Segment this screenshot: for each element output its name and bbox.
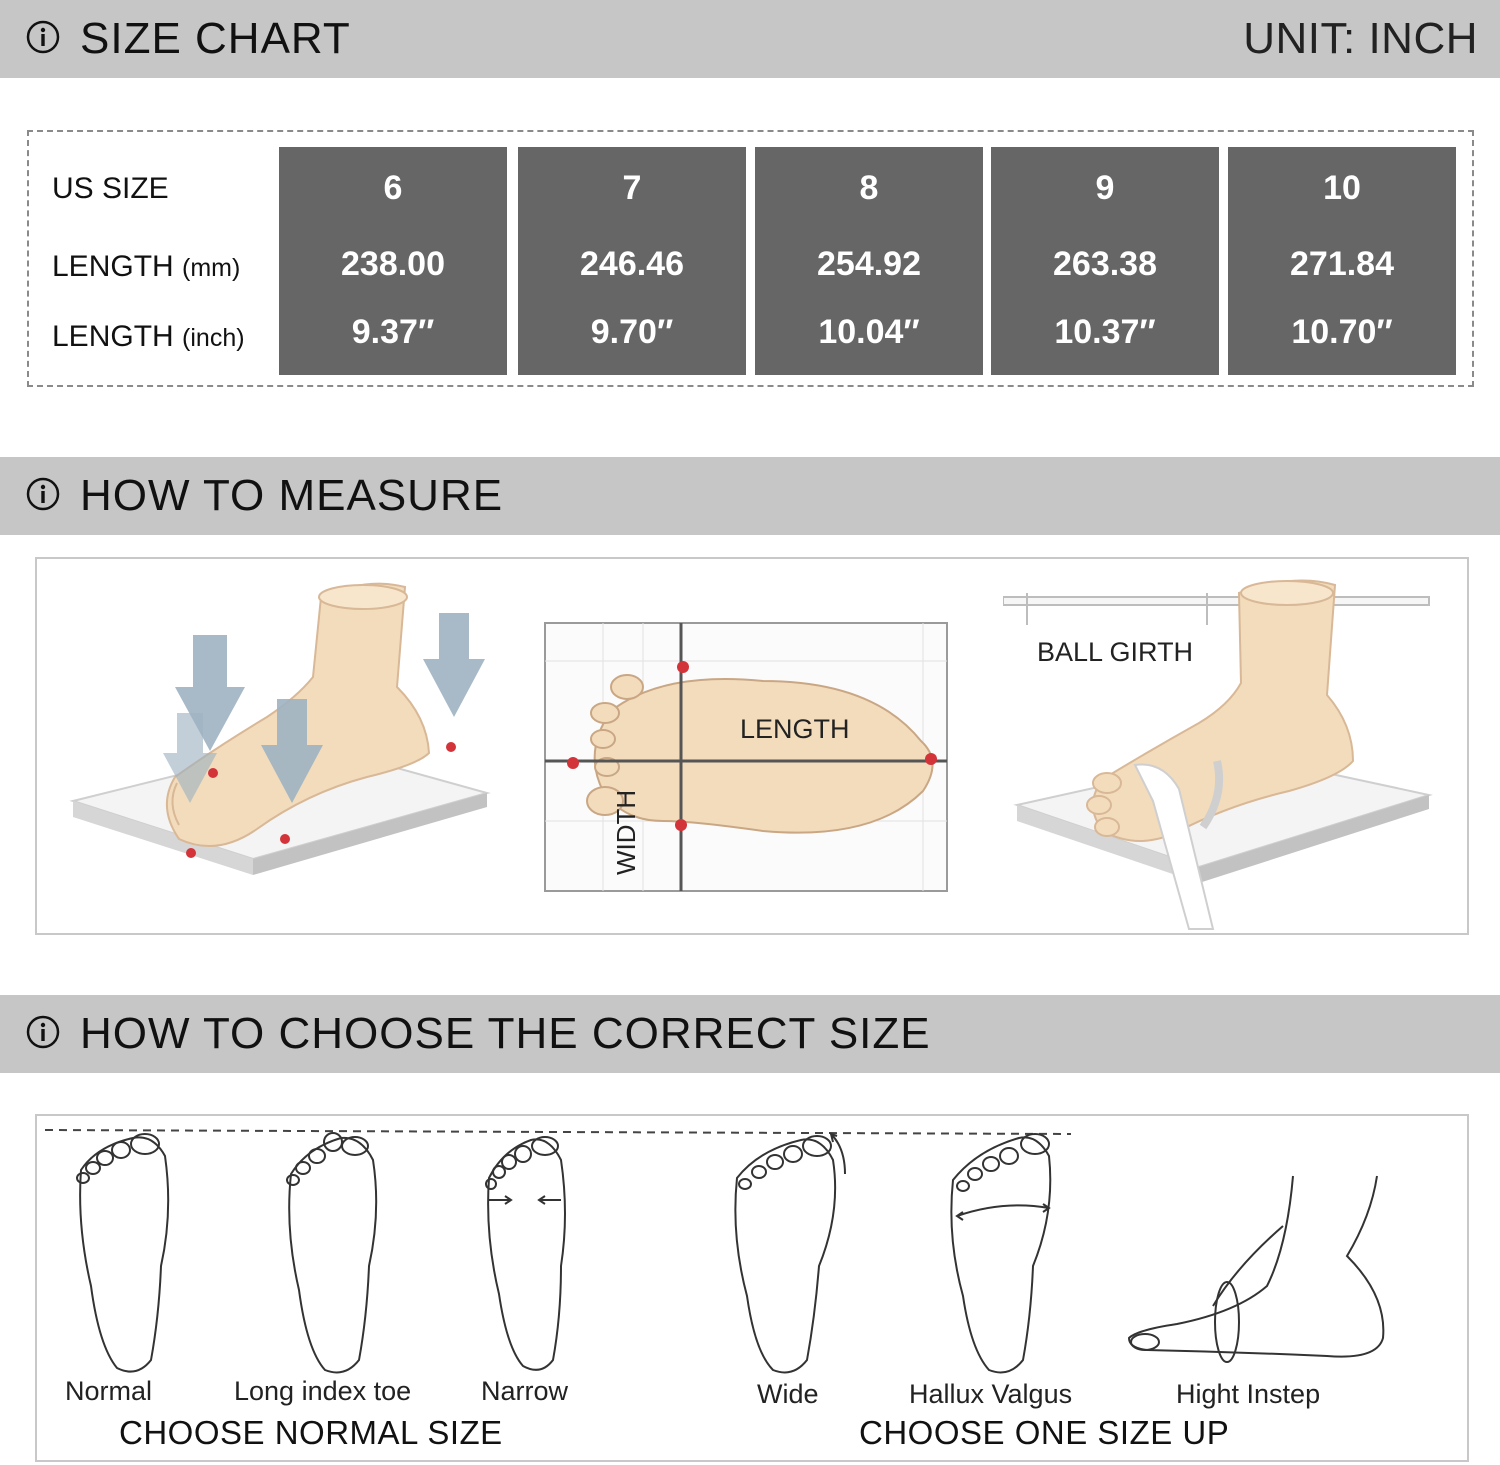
size-chart-header bbox=[0, 0, 1500, 78]
choose-normal-size-caption: CHOOSE NORMAL SIZE bbox=[119, 1414, 503, 1451]
info-icon bbox=[26, 477, 60, 511]
foot-type-label: Narrow bbox=[481, 1376, 569, 1406]
foot-type-label: Normal bbox=[65, 1376, 153, 1406]
foot-wide-icon bbox=[735, 1134, 845, 1372]
info-icon bbox=[26, 1015, 60, 1049]
foot-hallux-valgus-icon bbox=[951, 1134, 1050, 1372]
length-label: LENGTH bbox=[740, 714, 850, 744]
unit-label: UNIT: INCH bbox=[1243, 14, 1478, 63]
size-column bbox=[518, 147, 746, 375]
foot-high-instep-icon bbox=[1129, 1176, 1383, 1362]
us-size-value: 9 bbox=[1095, 169, 1115, 207]
foot-narrow-icon bbox=[486, 1137, 565, 1370]
how-to-measure-title: HOW TO MEASURE bbox=[80, 471, 504, 520]
length-inch-value: 10.04″ bbox=[818, 313, 920, 351]
choose-one-size-up-caption: CHOOSE ONE SIZE UP bbox=[859, 1414, 1230, 1451]
foot-types-illustration bbox=[37, 1116, 1467, 1386]
size-column bbox=[991, 147, 1219, 375]
us-size-value: 10 bbox=[1323, 169, 1361, 207]
foot-type-label: Wide bbox=[757, 1379, 819, 1409]
us-size-value: 8 bbox=[859, 169, 879, 207]
us-size-value: 6 bbox=[383, 169, 403, 207]
how-to-measure-header bbox=[0, 457, 1500, 535]
length-mm-value: 271.84 bbox=[1290, 245, 1394, 283]
length-mm-value: 246.46 bbox=[580, 245, 684, 283]
foot-type-label: Hallux Valgus bbox=[909, 1379, 1073, 1409]
foot-on-board-illustration bbox=[67, 567, 507, 927]
ball-girth-label: BALL GIRTH bbox=[1037, 637, 1194, 667]
row-label-us-size: US SIZE bbox=[52, 172, 169, 205]
measuring-tape-icon bbox=[1003, 593, 1429, 625]
us-size-value: 7 bbox=[622, 169, 642, 207]
length-inch-value: 10.70″ bbox=[1291, 313, 1393, 351]
length-mm-value: 254.92 bbox=[817, 245, 921, 283]
foot-length-width-illustration bbox=[543, 621, 949, 893]
foot-type-panel bbox=[35, 1114, 1469, 1462]
foot-normal-icon bbox=[77, 1134, 168, 1372]
length-inch-value: 9.37″ bbox=[351, 313, 435, 351]
size-column bbox=[279, 147, 507, 375]
row-label-length-inch: LENGTH (inch) bbox=[52, 320, 245, 353]
length-mm-value: 263.38 bbox=[1053, 245, 1157, 283]
foot-type-label: Hight Instep bbox=[1176, 1379, 1321, 1409]
length-inch-value: 9.70″ bbox=[590, 313, 674, 351]
size-chart-title: SIZE CHART bbox=[80, 14, 351, 63]
length-mm-value: 238.00 bbox=[341, 245, 445, 283]
how-to-choose-header bbox=[0, 995, 1500, 1073]
ball-girth-illustration bbox=[1003, 565, 1433, 931]
size-column bbox=[755, 147, 983, 375]
foot-type-label: Long index toe bbox=[234, 1376, 412, 1406]
foot-long-index-toe-icon bbox=[287, 1133, 376, 1372]
row-label-length-mm: LENGTH (mm) bbox=[52, 250, 241, 283]
measure-illustration-panel bbox=[35, 557, 1469, 935]
how-to-choose-title: HOW TO CHOOSE THE CORRECT SIZE bbox=[80, 1009, 931, 1058]
info-icon bbox=[26, 20, 60, 54]
length-inch-value: 10.37″ bbox=[1054, 313, 1156, 351]
size-column bbox=[1228, 147, 1456, 375]
width-label: WIDTH bbox=[611, 789, 641, 875]
